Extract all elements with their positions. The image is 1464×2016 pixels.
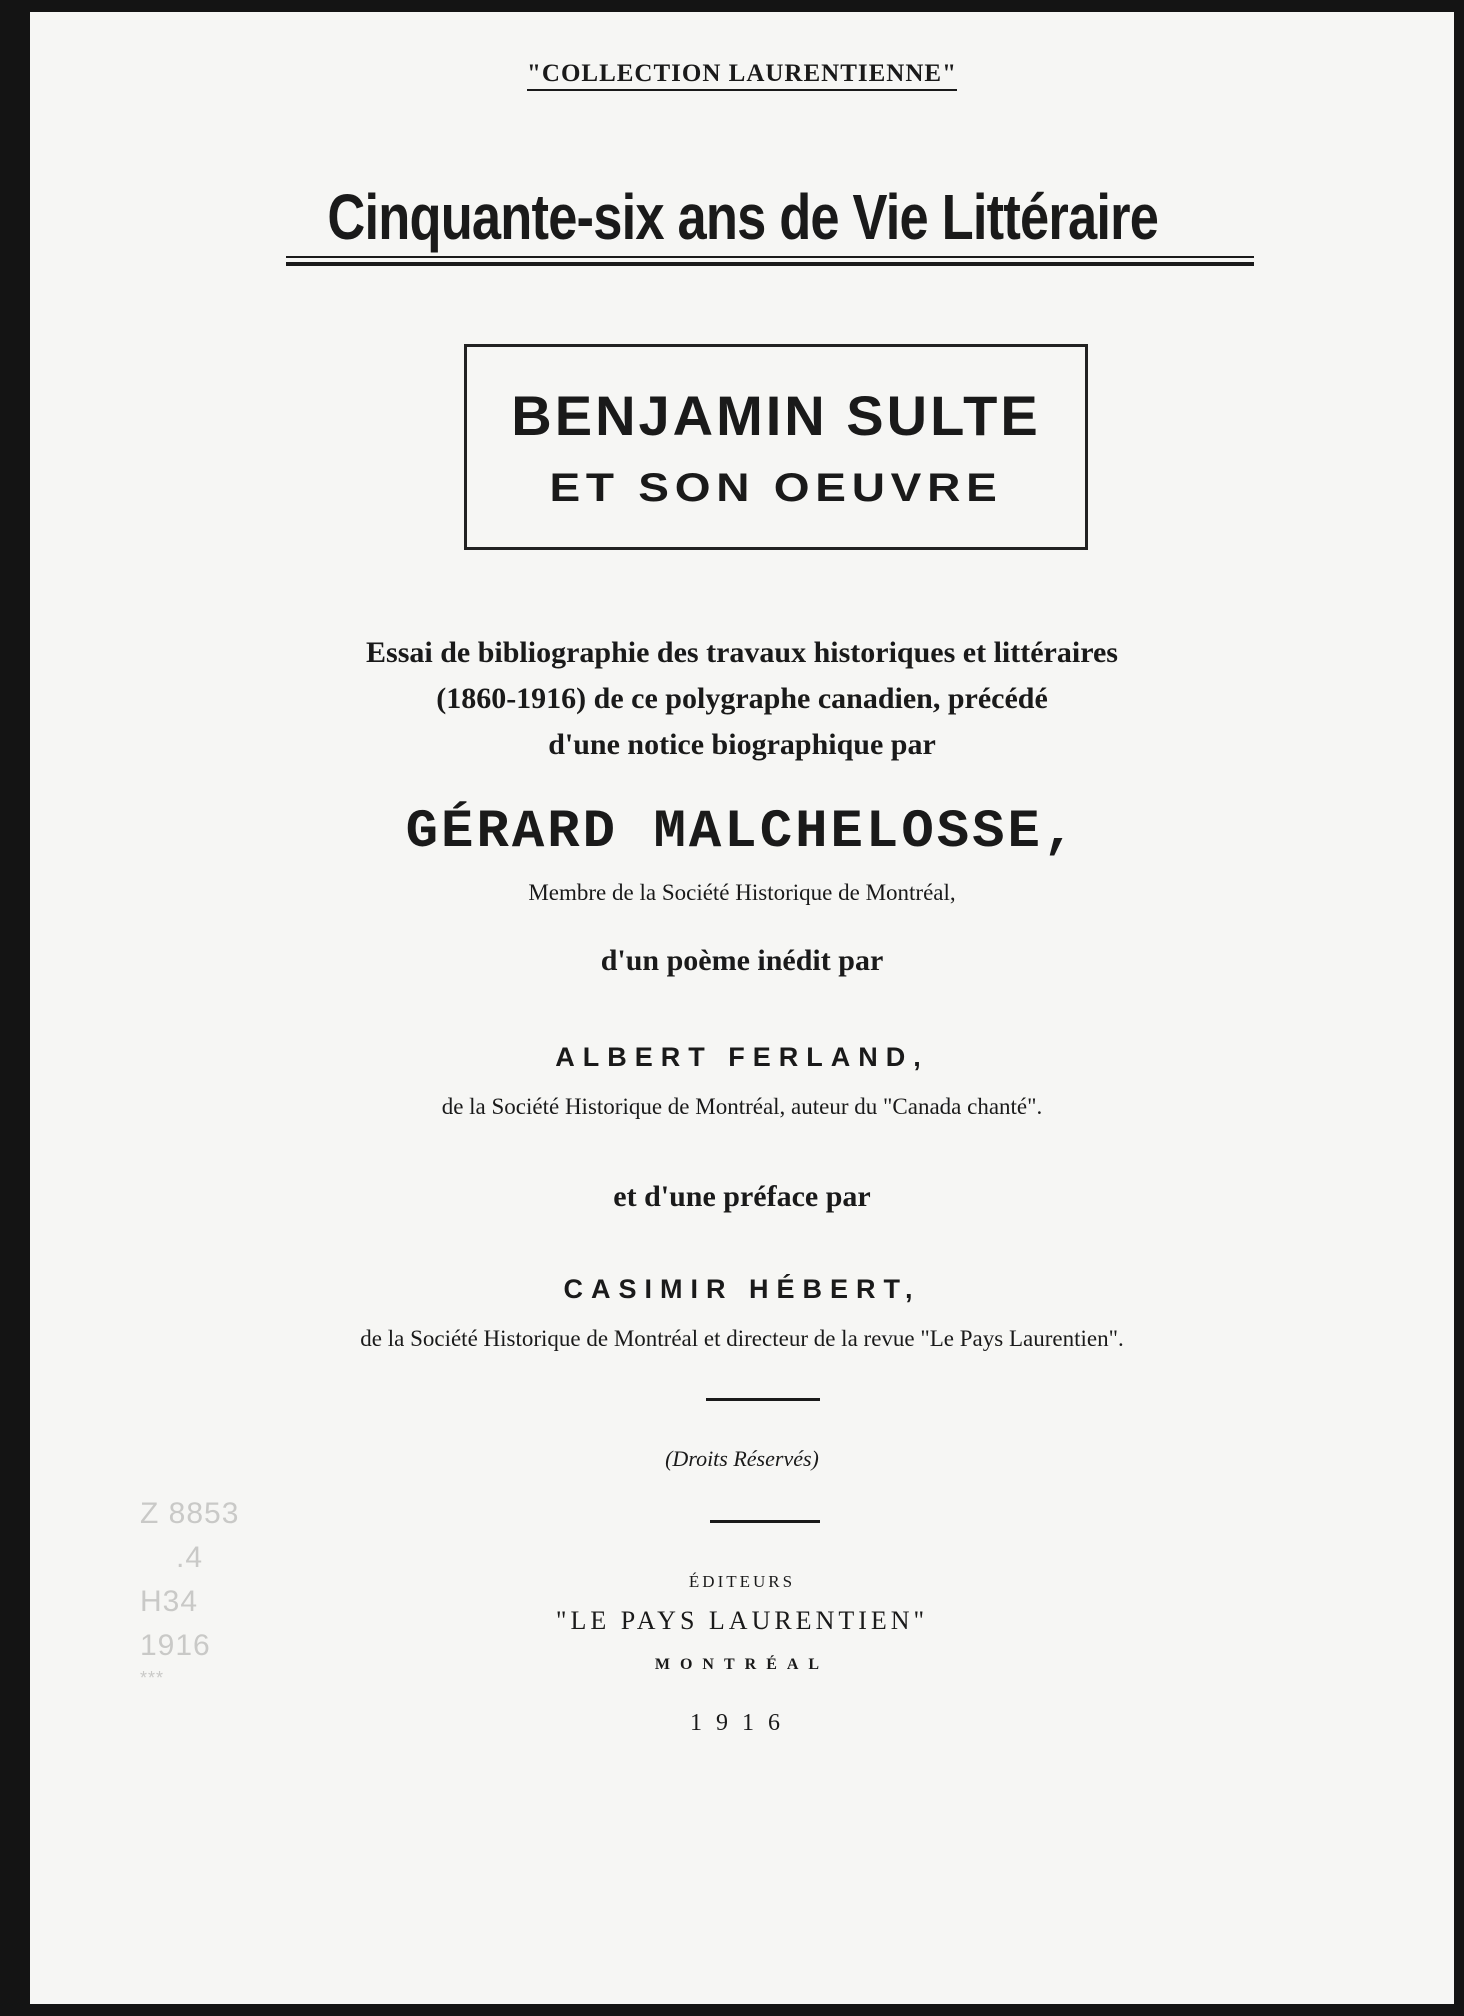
section-divider (706, 1398, 820, 1401)
title-rule-bottom (286, 262, 1254, 266)
author-name: GÉRARD MALCHELOSSE, (405, 802, 1079, 863)
preface-intro: et d'une préface par (613, 1180, 871, 1213)
essay-line: Essai de bibliographie des travaux historiques et littéraires (366, 636, 1118, 669)
poet-name: ALBERT FERLAND, (555, 1042, 929, 1072)
preface-author-name: CASIMIR HÉBERT, (563, 1274, 921, 1304)
publisher-name: "LE PAYS LAURENTIEN" (555, 1606, 929, 1635)
publisher-city: MONTRÉAL (654, 1656, 830, 1673)
subject-name: BENJAMIN SULTE (511, 384, 1041, 447)
title-rule-top (286, 256, 1254, 258)
library-stamp (140, 1492, 239, 1688)
stamp-line: 1916 (140, 1629, 211, 1662)
main-title: Cinquante-six ans de Vie Littéraire (327, 181, 1159, 253)
poem-intro: d'un poème inédit par (600, 944, 884, 977)
subject-subtitle: ET SON OEUVRE (549, 466, 1003, 510)
preface-author-affiliation: de la Société Historique de Montréal et directeur de la revue "Le Pays Laurentien". (360, 1326, 1124, 1351)
stamp-line: H34 (140, 1585, 199, 1618)
publisher-label: ÉDITEURS (688, 1572, 796, 1591)
section-divider (710, 1520, 820, 1523)
poet-affiliation: de la Société Historique de Montréal, auteur du "Canada chanté". (441, 1094, 1043, 1119)
rights-notice: (Droits Réservés) (665, 1446, 819, 1471)
stamp-line: .4 (176, 1541, 204, 1574)
essay-line: (1860-1916) de ce polygraphe canadien, précédé (436, 682, 1048, 715)
essay-line: d'une notice biographique par (548, 728, 936, 761)
boxed-title (464, 344, 1088, 550)
author-affiliation: Membre de la Société Historique de Montréal, (528, 880, 956, 905)
publication-year: 1916 (690, 1710, 794, 1736)
stamp-line: Z 8853 (140, 1497, 240, 1530)
series-title (30, 60, 1454, 88)
essay-description (30, 630, 1454, 768)
series-title-text: "COLLECTION LAURENTIENNE" (527, 60, 957, 91)
stamp-line: *** (140, 1668, 165, 1688)
title-page (30, 12, 1454, 2004)
